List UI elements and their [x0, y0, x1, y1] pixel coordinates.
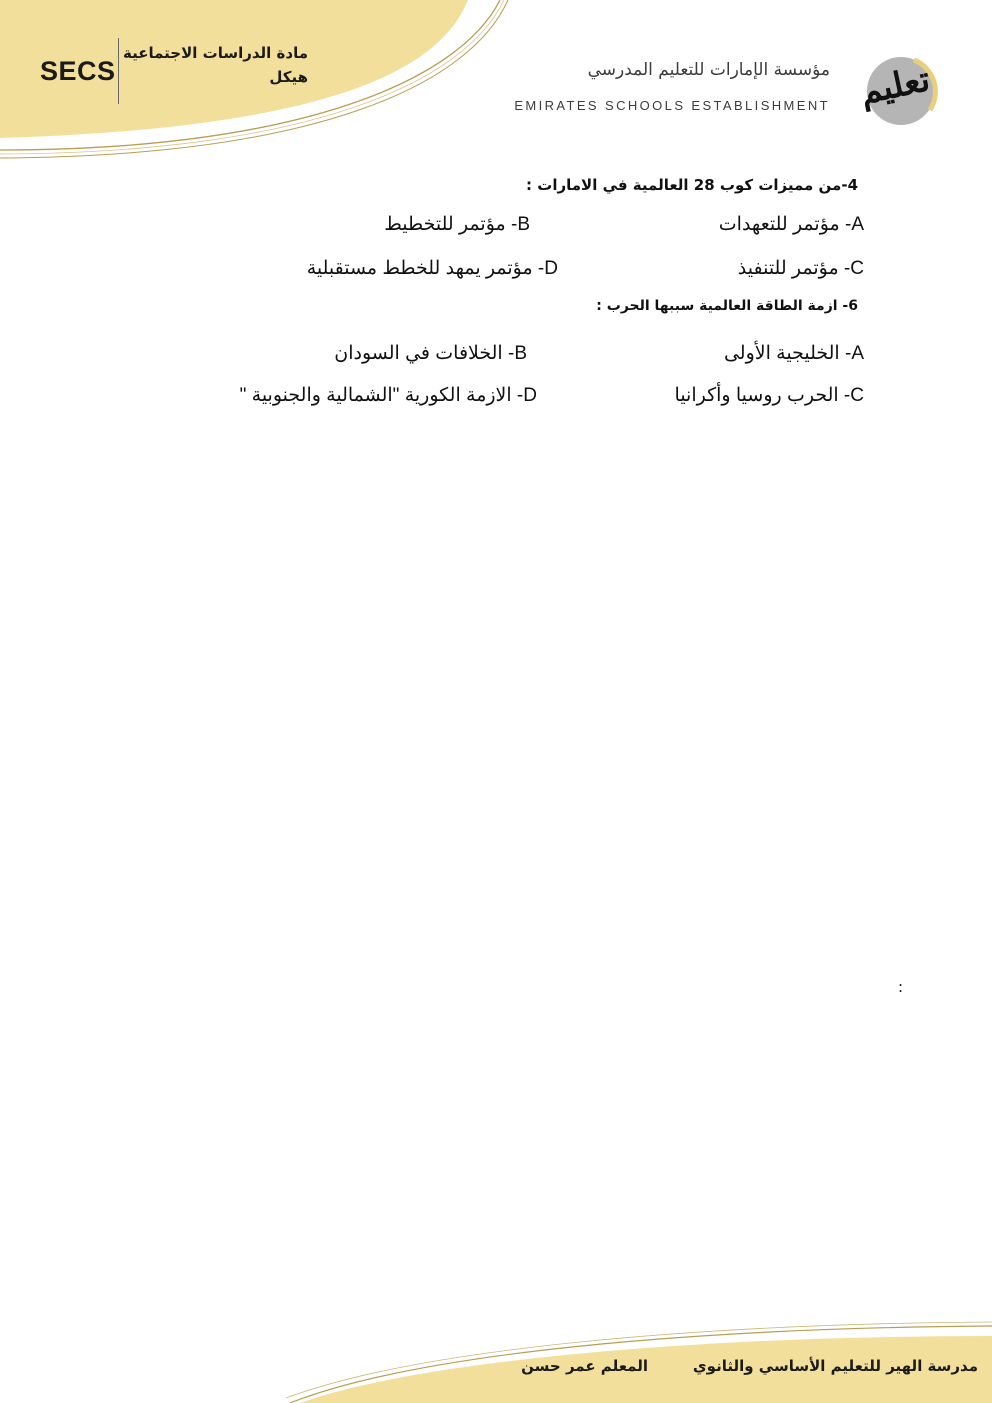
question-title: 6- ازمة الطاقة العالمية سببها الحرب : [596, 298, 858, 314]
option-c: C- الحرب روسيا وأكرانيا [674, 385, 864, 406]
option-b: B- مؤتمر للتخطيط [384, 214, 530, 235]
option-d: D- مؤتمر يمهد للخطط مستقبلية [306, 258, 558, 279]
footer-teacher-name: المعلم عمر حسن [521, 1357, 648, 1375]
organization-name-arabic: مؤسسة الإمارات للتعليم المدرسي [587, 60, 830, 80]
header-divider [118, 38, 119, 104]
brand-label: SECS [40, 56, 116, 86]
stray-mark: : [898, 978, 904, 996]
option-d: D- الازمة الكورية "الشمالية والجنوبية " [239, 385, 537, 406]
document-type: هيكل [269, 68, 308, 86]
option-a: A- مؤتمر للتعهدات [718, 214, 864, 235]
logo-wordmark: تعليم [856, 59, 934, 113]
organization-name-english: EMIRATES SCHOOLS ESTABLISHMENT [514, 98, 830, 113]
subject-title: مادة الدراسات الاجتماعية [123, 44, 308, 62]
option-a: A- الخليجية الأولى [723, 343, 864, 364]
question-title: 4-من مميزات كوب 28 العالمية في الامارات : [526, 176, 858, 194]
option-c: C- مؤتمر للتنفيذ [737, 258, 864, 279]
option-b: B- الخلافات في السودان [334, 343, 527, 364]
footer-school-name: مدرسة الهير للتعليم الأساسي والثانوي [692, 1357, 978, 1375]
